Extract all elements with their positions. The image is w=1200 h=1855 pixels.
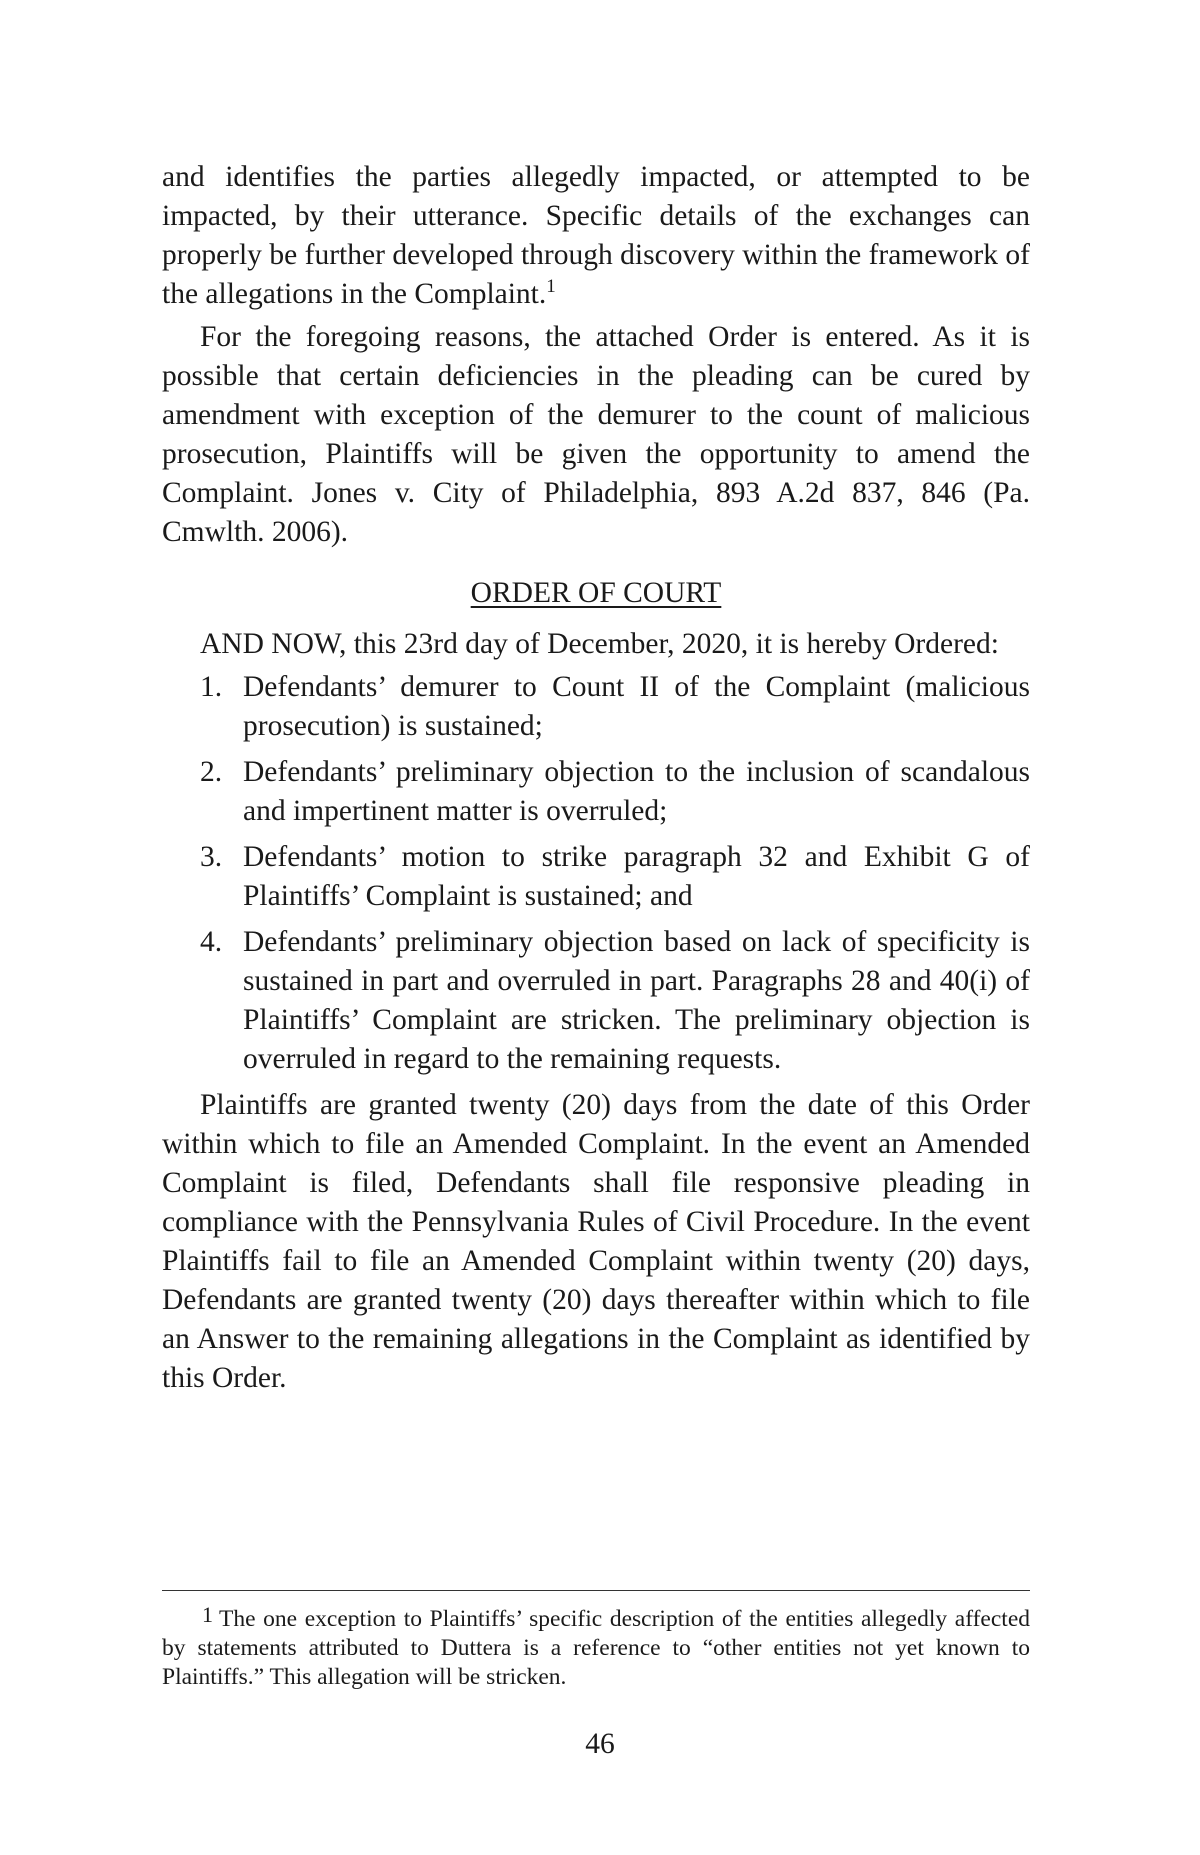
order-item-number: 1. (200, 671, 223, 703)
order-item-number: 3. (200, 841, 223, 873)
order-item-text: Defendants’ preliminary objection to the inclusion of scandalous and impertinent matter is overruled; (243, 756, 1030, 827)
paragraph-reasons: For the foregoing reasons, the attached Order is entered. As it is possible that certain deficiencies in the pleading can be cured by amendment with exception of the demurer to the count of malicious prosecution, Plaintiffs will be given the opportunity to amend the Complaint. Jones v. City of Philadelphia, 893 A.2d 837, 846 (Pa. Cmwlth. 2006). (162, 321, 1030, 548)
order-item (162, 838, 1030, 916)
order-item-text: Defendants’ motion to strike paragraph 32 and Exhibit G of Plaintiffs’ Complaint is sustained; and (243, 841, 1030, 912)
order-item (162, 668, 1030, 746)
paragraph-closing: Plaintiffs are granted twenty (20) days from the date of this Order within which to file an Amended Complaint. In the event an Amended Complaint is filed, Defendants shall file responsive pleading in compliance with the Pennsylvania Rules of Civil Procedure. In the event Plaintiffs fail to file an Amended Complaint within twenty (20) days, Defendants are granted twenty (20) days thereafter within which to file an Answer to the remaining allegations in the Complaint as identified by this Order. (162, 1089, 1030, 1394)
footnote (162, 1600, 1030, 1692)
order-intro: AND NOW, this 23rd day of December, 2020, it is hereby Ordered: (200, 628, 999, 660)
footnote-divider (162, 1590, 1030, 1591)
order-item (162, 923, 1030, 1079)
order-list (162, 668, 1030, 1079)
order-item (162, 753, 1030, 831)
footnote-text: The one exception to Plaintiffs’ specific description of the entities allegedly affected by statements attributed to Duttera is a reference to “other entities not yet known to Plaintiffs.” This allegation will be stricken. (162, 1606, 1030, 1690)
order-item-number: 4. (200, 926, 223, 958)
order-heading (162, 574, 1030, 613)
order-item-number: 2. (200, 756, 223, 788)
page-body (162, 158, 1030, 1398)
page-number: 46 (585, 1728, 615, 1760)
paragraph-continuation-text: and identifies the parties allegedly impacted, or attempted to be impacted, by their utterance. Specific details of the exchanges can properly be further developed through discovery within the framework of the allegations in the Complaint. (162, 161, 1030, 310)
order-item-text: Defendants’ preliminary objection based on lack of specificity is sustained in part and overruled in part. Paragraphs 28 and 40(i) of Plaintiffs’ Complaint are stricken. The preliminary objection is overruled in regard to the remaining requests. (243, 926, 1030, 1075)
order-item-text: Defendants’ demurer to Count II of the Complaint (malicious prosecution) is sustained; (243, 671, 1030, 742)
footnote-marker: 1 (202, 1602, 213, 1627)
paragraph-continuation (162, 158, 1030, 314)
footnote-reference: 1 (546, 276, 556, 297)
order-heading-text: ORDER OF COURT (470, 577, 722, 609)
